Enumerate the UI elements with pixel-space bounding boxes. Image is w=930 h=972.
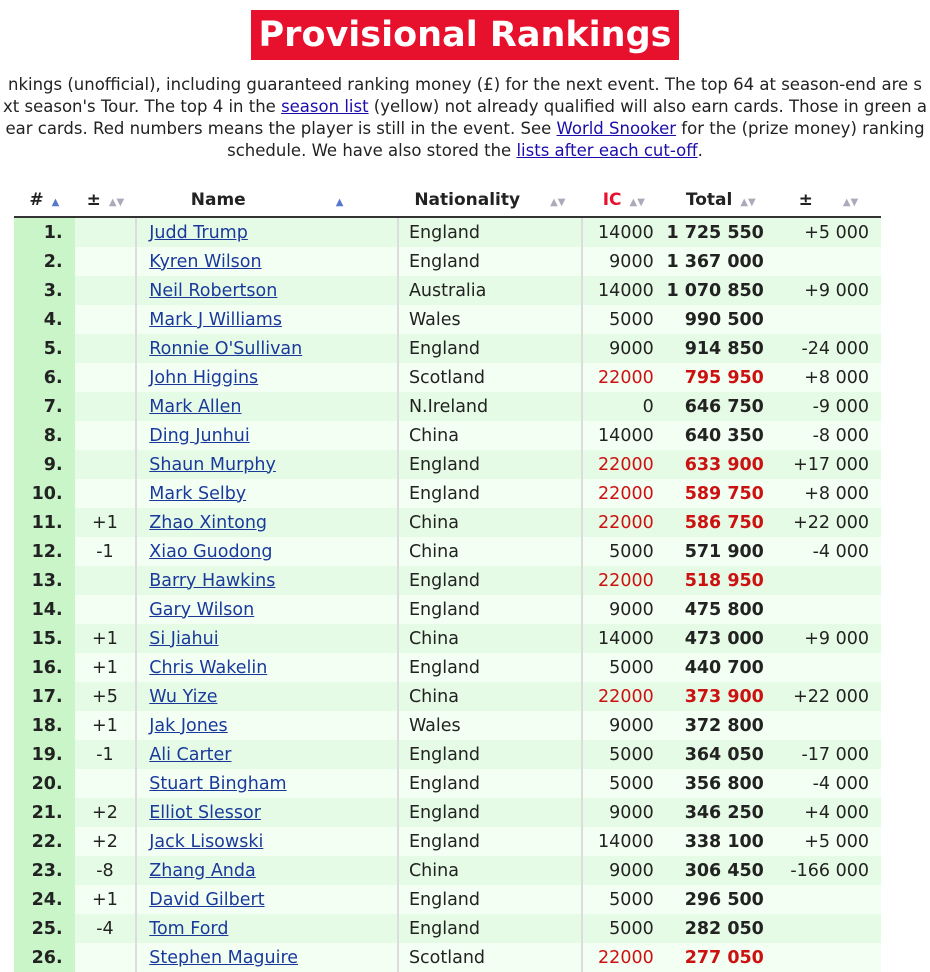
diff-cell: +9 000 <box>776 624 881 653</box>
diff-cell <box>776 595 881 624</box>
nationality-cell: China <box>398 856 582 885</box>
ic-cell: 5000 <box>582 305 666 334</box>
ic-cell: 5000 <box>582 914 666 943</box>
player-link[interactable]: Mark Selby <box>149 483 247 504</box>
rankings-table <box>14 183 881 972</box>
rank-change-cell: +2 <box>75 827 137 856</box>
rank-change-cell: +1 <box>75 653 137 682</box>
total-cell: 356 800 <box>666 769 776 798</box>
player-name-cell <box>136 363 398 392</box>
player-link[interactable]: David Gilbert <box>149 889 265 910</box>
total-cell: 640 350 <box>666 421 776 450</box>
column-header-diff[interactable] <box>776 183 881 217</box>
table-row <box>14 508 881 537</box>
nationality-cell: Scotland <box>398 943 582 972</box>
ic-cell: 9000 <box>582 595 666 624</box>
table-row <box>14 682 881 711</box>
total-cell: 364 050 <box>666 740 776 769</box>
table-row <box>14 740 881 769</box>
table-row <box>14 305 881 334</box>
table-row <box>14 392 881 421</box>
diff-cell: -4 000 <box>776 769 881 798</box>
rank-change-cell <box>75 450 137 479</box>
diff-cell: +5 000 <box>776 827 881 856</box>
nationality-cell: Wales <box>398 711 582 740</box>
table-row <box>14 769 881 798</box>
header-label-rank: # <box>29 189 44 210</box>
rank-change-cell: -8 <box>75 856 137 885</box>
nationality-cell: Wales <box>398 305 582 334</box>
rank-cell: 12. <box>14 537 75 566</box>
ic-cell: 5000 <box>582 740 666 769</box>
player-name-cell <box>136 682 398 711</box>
column-header-change[interactable] <box>75 183 137 217</box>
total-cell: 646 750 <box>666 392 776 421</box>
rank-change-cell <box>75 363 137 392</box>
player-link[interactable]: Barry Hawkins <box>149 570 276 591</box>
table-row <box>14 624 881 653</box>
total-cell: 633 900 <box>666 450 776 479</box>
player-link[interactable]: Wu Yize <box>149 686 218 707</box>
ic-cell: 22000 <box>582 566 666 595</box>
player-link[interactable]: Ding Junhui <box>149 425 250 446</box>
sort-icon: ▲▼ <box>550 196 566 208</box>
rank-cell: 7. <box>14 392 75 421</box>
nationality-cell: England <box>398 769 582 798</box>
total-cell: 1 070 850 <box>666 276 776 305</box>
table-row <box>14 276 881 305</box>
player-name-cell <box>136 595 398 624</box>
rank-change-cell <box>75 247 137 276</box>
ic-cell: 14000 <box>582 276 666 305</box>
header-label-total: Total <box>685 189 733 210</box>
rank-cell: 13. <box>14 566 75 595</box>
player-name-cell <box>136 334 398 363</box>
diff-cell: -17 000 <box>776 740 881 769</box>
table-row <box>14 363 881 392</box>
nationality-cell: England <box>398 334 582 363</box>
rank-cell: 10. <box>14 479 75 508</box>
rank-cell: 26. <box>14 943 75 972</box>
table-row <box>14 885 881 914</box>
player-name-cell <box>136 740 398 769</box>
total-cell: 440 700 <box>666 653 776 682</box>
diff-cell: +22 000 <box>776 682 881 711</box>
player-name-cell <box>136 798 398 827</box>
column-header-ic[interactable] <box>582 183 666 217</box>
table-row <box>14 856 881 885</box>
intro-paragraph <box>0 74 930 162</box>
player-name-cell <box>136 653 398 682</box>
nationality-cell: N.Ireland <box>398 392 582 421</box>
rank-change-cell: +2 <box>75 798 137 827</box>
player-link[interactable]: Tom Ford <box>149 918 229 939</box>
total-cell: 475 800 <box>666 595 776 624</box>
player-link[interactable]: Zhang Anda <box>149 860 256 881</box>
total-cell: 277 050 <box>666 943 776 972</box>
ic-cell: 22000 <box>582 682 666 711</box>
nationality-cell: England <box>398 247 582 276</box>
intro-line-3b: for the (prize money) ranking <box>676 119 925 138</box>
total-cell: 586 750 <box>666 508 776 537</box>
nationality-cell: England <box>398 595 582 624</box>
sort-icon: ▲▼ <box>629 196 645 208</box>
season-list-link[interactable]: season list <box>281 97 369 116</box>
diff-cell <box>776 943 881 972</box>
rank-change-cell <box>75 566 137 595</box>
diff-cell: +17 000 <box>776 450 881 479</box>
rank-change-cell <box>75 595 137 624</box>
ic-cell: 22000 <box>582 508 666 537</box>
ic-cell: 22000 <box>582 363 666 392</box>
total-cell: 296 500 <box>666 885 776 914</box>
ic-cell: 0 <box>582 392 666 421</box>
header-row <box>14 183 881 217</box>
intro-line-1: nkings (unofficial), including guaranteed ranking money (£) for the next event. The top 64 at season-end are s <box>7 75 923 94</box>
player-name-cell <box>136 537 398 566</box>
rank-change-cell <box>75 217 137 247</box>
nationality-cell: Scotland <box>398 363 582 392</box>
ic-cell: 9000 <box>582 856 666 885</box>
rank-cell: 1. <box>14 217 75 247</box>
rank-cell: 15. <box>14 624 75 653</box>
player-link[interactable]: Mark Allen <box>149 396 242 417</box>
ic-cell: 9000 <box>582 247 666 276</box>
player-link[interactable]: Judd Trump <box>149 222 248 243</box>
diff-cell <box>776 885 881 914</box>
rank-cell: 24. <box>14 885 75 914</box>
ic-cell: 14000 <box>582 624 666 653</box>
player-link[interactable]: Kyren Wilson <box>149 251 262 272</box>
total-cell: 372 800 <box>666 711 776 740</box>
rank-change-cell <box>75 943 137 972</box>
rank-cell: 2. <box>14 247 75 276</box>
ic-cell: 5000 <box>582 537 666 566</box>
table-row <box>14 247 881 276</box>
table-row <box>14 421 881 450</box>
rank-cell: 23. <box>14 856 75 885</box>
rank-change-cell <box>75 305 137 334</box>
player-link[interactable]: Chris Wakelin <box>149 657 268 678</box>
diff-cell: -166 000 <box>776 856 881 885</box>
cutoff-lists-link[interactable]: lists after each cut-off <box>516 141 698 160</box>
column-header-rank[interactable] <box>14 183 75 217</box>
rank-change-cell: +1 <box>75 711 137 740</box>
rank-cell: 21. <box>14 798 75 827</box>
table-row <box>14 914 881 943</box>
ic-cell: 9000 <box>582 334 666 363</box>
player-link[interactable]: Stephen Maguire <box>149 947 299 968</box>
world-snooker-link[interactable]: World Snooker <box>556 119 677 138</box>
rank-change-cell <box>75 421 137 450</box>
rank-change-cell <box>75 769 137 798</box>
player-name-cell <box>136 827 398 856</box>
column-header-total[interactable] <box>666 183 776 217</box>
table-row <box>14 217 881 247</box>
total-cell: 795 950 <box>666 363 776 392</box>
player-link[interactable]: Ali Carter <box>149 744 232 765</box>
diff-cell <box>776 914 881 943</box>
rank-cell: 20. <box>14 769 75 798</box>
rank-change-cell <box>75 276 137 305</box>
table-row <box>14 798 881 827</box>
nationality-cell: China <box>398 508 582 537</box>
total-cell: 338 100 <box>666 827 776 856</box>
total-cell: 306 450 <box>666 856 776 885</box>
header-label-name: Name <box>190 189 246 210</box>
rank-change-cell: +1 <box>75 508 137 537</box>
header-label-ic: IC <box>602 189 622 210</box>
total-cell: 473 000 <box>666 624 776 653</box>
player-name-cell <box>136 479 398 508</box>
rank-cell: 5. <box>14 334 75 363</box>
player-link[interactable]: Stuart Bingham <box>149 773 287 794</box>
player-name-cell <box>136 943 398 972</box>
nationality-cell: England <box>398 827 582 856</box>
nationality-cell: England <box>398 450 582 479</box>
ic-cell: 9000 <box>582 798 666 827</box>
nationality-cell: China <box>398 537 582 566</box>
ic-cell: 14000 <box>582 421 666 450</box>
diff-cell: +8 000 <box>776 363 881 392</box>
ic-cell: 9000 <box>582 711 666 740</box>
player-name-cell <box>136 276 398 305</box>
sort-asc-icon: ▲ <box>335 196 344 208</box>
total-cell: 571 900 <box>666 537 776 566</box>
ic-cell: 22000 <box>582 943 666 972</box>
diff-cell <box>776 566 881 595</box>
table-row <box>14 334 881 363</box>
player-link[interactable]: Jak Jones <box>149 715 228 736</box>
total-cell: 373 900 <box>666 682 776 711</box>
rank-cell: 19. <box>14 740 75 769</box>
sort-icon: ▲▼ <box>842 196 859 208</box>
player-name-cell <box>136 217 398 247</box>
total-cell: 914 850 <box>666 334 776 363</box>
rank-cell: 6. <box>14 363 75 392</box>
player-name-cell <box>136 856 398 885</box>
diff-cell: +8 000 <box>776 479 881 508</box>
rank-cell: 17. <box>14 682 75 711</box>
nationality-cell: England <box>398 798 582 827</box>
diff-cell: +22 000 <box>776 508 881 537</box>
player-name-cell <box>136 885 398 914</box>
rank-cell: 18. <box>14 711 75 740</box>
table-row <box>14 653 881 682</box>
ic-cell: 14000 <box>582 827 666 856</box>
player-name-cell <box>136 247 398 276</box>
diff-cell: -9 000 <box>776 392 881 421</box>
table-row <box>14 566 881 595</box>
player-link[interactable]: John Higgins <box>149 367 259 388</box>
column-header-name[interactable] <box>136 183 398 217</box>
total-cell: 990 500 <box>666 305 776 334</box>
nationality-cell: China <box>398 421 582 450</box>
player-name-cell <box>136 305 398 334</box>
diff-cell <box>776 653 881 682</box>
diff-cell: +5 000 <box>776 217 881 247</box>
table-row <box>14 943 881 972</box>
header-label-diff: ± <box>798 189 813 210</box>
rank-change-cell: -4 <box>75 914 137 943</box>
player-name-cell <box>136 421 398 450</box>
total-cell: 282 050 <box>666 914 776 943</box>
page-title: Provisional Rankings <box>251 10 680 60</box>
rank-cell: 16. <box>14 653 75 682</box>
player-name-cell <box>136 914 398 943</box>
rank-cell: 9. <box>14 450 75 479</box>
diff-cell <box>776 305 881 334</box>
player-name-cell <box>136 624 398 653</box>
nationality-cell: England <box>398 217 582 247</box>
sort-icon: ▲▼ <box>108 196 125 208</box>
ic-cell: 5000 <box>582 769 666 798</box>
intro-line-2b: (yellow) not already qualified will also earn cards. Those in green a <box>368 97 927 116</box>
player-name-cell <box>136 508 398 537</box>
intro-line-2a: xt season's Tour. The top 4 in the <box>3 97 282 116</box>
header-label-change: ± <box>86 189 101 210</box>
rank-change-cell: -1 <box>75 537 137 566</box>
player-name-cell <box>136 450 398 479</box>
player-name-cell <box>136 769 398 798</box>
table-row <box>14 450 881 479</box>
total-cell: 589 750 <box>666 479 776 508</box>
player-link[interactable]: Xiao Guodong <box>149 541 273 562</box>
rank-change-cell <box>75 392 137 421</box>
diff-cell: -8 000 <box>776 421 881 450</box>
diff-cell: +9 000 <box>776 276 881 305</box>
rank-change-cell: +1 <box>75 885 137 914</box>
nationality-cell: China <box>398 624 582 653</box>
player-link[interactable]: Jack Lisowski <box>149 831 264 852</box>
header-label-nationality: Nationality <box>414 189 521 210</box>
table-row <box>14 827 881 856</box>
player-link[interactable]: Neil Robertson <box>149 280 278 301</box>
rank-change-cell: +5 <box>75 682 137 711</box>
rank-cell: 8. <box>14 421 75 450</box>
ic-cell: 14000 <box>582 217 666 247</box>
intro-line-4b: . <box>697 141 703 160</box>
nationality-cell: England <box>398 479 582 508</box>
rank-change-cell: -1 <box>75 740 137 769</box>
nationality-cell: England <box>398 914 582 943</box>
table-row <box>14 479 881 508</box>
total-cell: 346 250 <box>666 798 776 827</box>
column-header-nationality[interactable] <box>398 183 582 217</box>
player-link[interactable]: Ronnie O'Sullivan <box>149 338 303 359</box>
player-link[interactable]: Gary Wilson <box>149 599 255 620</box>
rank-cell: 25. <box>14 914 75 943</box>
player-link[interactable]: Mark J Williams <box>149 309 282 330</box>
total-cell: 518 950 <box>666 566 776 595</box>
diff-cell: -4 000 <box>776 537 881 566</box>
total-cell: 1 367 000 <box>666 247 776 276</box>
diff-cell <box>776 247 881 276</box>
sort-icon: ▲▼ <box>740 196 756 208</box>
rank-change-cell <box>75 479 137 508</box>
player-name-cell <box>136 566 398 595</box>
rank-change-cell <box>75 334 137 363</box>
player-name-cell <box>136 711 398 740</box>
player-link[interactable]: Zhao Xintong <box>149 512 268 533</box>
intro-line-3a: ear cards. Red numbers means the player is still in the event. See <box>5 119 557 138</box>
nationality-cell: England <box>398 653 582 682</box>
rank-cell: 4. <box>14 305 75 334</box>
ic-cell: 5000 <box>582 885 666 914</box>
rank-cell: 22. <box>14 827 75 856</box>
rank-cell: 11. <box>14 508 75 537</box>
nationality-cell: England <box>398 740 582 769</box>
player-link[interactable]: Elliot Slessor <box>149 802 261 823</box>
ic-cell: 22000 <box>582 450 666 479</box>
table-row <box>14 711 881 740</box>
rank-cell: 3. <box>14 276 75 305</box>
ic-cell: 22000 <box>582 479 666 508</box>
player-name-cell <box>136 392 398 421</box>
table-row <box>14 595 881 624</box>
nationality-cell: Australia <box>398 276 582 305</box>
player-link[interactable]: Si Jiahui <box>149 628 219 649</box>
intro-line-4a: schedule. We have also stored the <box>227 141 517 160</box>
rank-cell: 14. <box>14 595 75 624</box>
sort-asc-icon: ▲ <box>51 196 60 208</box>
rank-change-cell: +1 <box>75 624 137 653</box>
total-cell: 1 725 550 <box>666 217 776 247</box>
diff-cell: +4 000 <box>776 798 881 827</box>
nationality-cell: England <box>398 566 582 595</box>
nationality-cell: China <box>398 682 582 711</box>
table-row <box>14 537 881 566</box>
ic-cell: 5000 <box>582 653 666 682</box>
nationality-cell: England <box>398 885 582 914</box>
page-title-wrap <box>0 10 930 60</box>
diff-cell: -24 000 <box>776 334 881 363</box>
player-link[interactable]: Shaun Murphy <box>149 454 276 475</box>
diff-cell <box>776 711 881 740</box>
